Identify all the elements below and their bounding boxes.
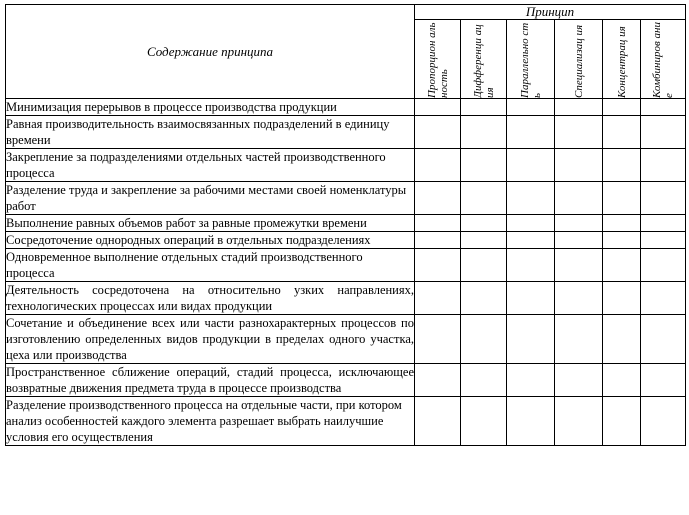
- answer-cell[interactable]: [415, 215, 461, 232]
- answer-cell[interactable]: [507, 364, 555, 397]
- content-header: Содержание принципа: [6, 5, 415, 99]
- answer-cell[interactable]: [507, 99, 555, 116]
- principle-label: Параллельно сть: [518, 22, 543, 98]
- table-row: [6, 397, 686, 446]
- principle-label: Комбиниров ание: [651, 22, 676, 98]
- answer-cell[interactable]: [603, 116, 641, 149]
- answer-cell[interactable]: [415, 282, 461, 315]
- table-row: [6, 232, 686, 249]
- answer-cell[interactable]: [507, 282, 555, 315]
- answer-cell[interactable]: [415, 149, 461, 182]
- answer-cell[interactable]: [555, 99, 603, 116]
- table-row: [6, 182, 686, 215]
- principle-description: Одновременное выполнение отдельных стадий производственного процесса: [6, 249, 415, 282]
- answer-cell[interactable]: [641, 397, 686, 446]
- answer-cell[interactable]: [603, 182, 641, 215]
- answer-cell[interactable]: [461, 397, 507, 446]
- answer-cell[interactable]: [461, 282, 507, 315]
- answer-cell[interactable]: [415, 315, 461, 364]
- answer-cell[interactable]: [641, 182, 686, 215]
- answer-cell[interactable]: [507, 116, 555, 149]
- principles-matching-table: [5, 4, 686, 446]
- table-row: [6, 149, 686, 182]
- answer-cell[interactable]: [555, 397, 603, 446]
- answer-cell[interactable]: [507, 249, 555, 282]
- answer-cell[interactable]: [641, 215, 686, 232]
- table-row: [6, 364, 686, 397]
- principle-description: Деятельность сосредоточена на относительно узких направлениях, технологических процессах или видах продукции: [6, 283, 414, 313]
- principle-description: Разделение труда и закрепление за рабочими местами своей номенклатуры работ: [6, 182, 415, 215]
- answer-cell[interactable]: [555, 249, 603, 282]
- answer-cell[interactable]: [415, 99, 461, 116]
- answer-cell[interactable]: [603, 232, 641, 249]
- principle-description: Равная производительность взаимосвязанных подразделений в единицу времени: [6, 116, 415, 149]
- answer-cell[interactable]: [507, 315, 555, 364]
- principle-column-header: [415, 20, 461, 99]
- answer-cell[interactable]: [415, 232, 461, 249]
- principle-description: Выполнение равных объемов работ за равные промежутки времени: [6, 215, 415, 232]
- table-row: [6, 215, 686, 232]
- answer-cell[interactable]: [461, 364, 507, 397]
- answer-cell[interactable]: [603, 99, 641, 116]
- answer-cell[interactable]: [555, 364, 603, 397]
- answer-cell[interactable]: [641, 99, 686, 116]
- answer-cell[interactable]: [603, 397, 641, 446]
- answer-cell[interactable]: [641, 149, 686, 182]
- answer-cell[interactable]: [641, 364, 686, 397]
- answer-cell[interactable]: [641, 232, 686, 249]
- answer-cell[interactable]: [415, 364, 461, 397]
- answer-cell[interactable]: [641, 315, 686, 364]
- answer-cell[interactable]: [555, 116, 603, 149]
- answer-cell[interactable]: [641, 249, 686, 282]
- answer-cell[interactable]: [507, 149, 555, 182]
- principle-header: Принцип: [415, 5, 686, 20]
- answer-cell[interactable]: [461, 149, 507, 182]
- answer-cell[interactable]: [461, 116, 507, 149]
- answer-cell[interactable]: [555, 149, 603, 182]
- answer-cell[interactable]: [461, 249, 507, 282]
- principle-label: Концентрац ия: [615, 26, 628, 98]
- principle-description: Сочетание и объединение всех или части разнохарактерных процессов по изготовлению определенных видов продукции в пределах одного участка, цеха или производства: [6, 316, 414, 362]
- answer-cell[interactable]: [555, 182, 603, 215]
- answer-cell[interactable]: [461, 232, 507, 249]
- principle-column-header: [555, 20, 603, 99]
- principle-description: Пространственное сближение операций, стадий процесса, исключающее возвратные движения предмета труда в процессе производства: [6, 365, 414, 395]
- answer-cell[interactable]: [603, 215, 641, 232]
- answer-cell[interactable]: [603, 282, 641, 315]
- answer-cell[interactable]: [603, 364, 641, 397]
- answer-cell[interactable]: [507, 182, 555, 215]
- answer-cell[interactable]: [415, 397, 461, 446]
- table-row: [6, 116, 686, 149]
- answer-cell[interactable]: [461, 215, 507, 232]
- principle-label: Дифференци ация: [471, 24, 496, 98]
- table-row: [6, 249, 686, 282]
- principle-label: Пропорцион альность: [425, 22, 450, 98]
- answer-cell[interactable]: [507, 397, 555, 446]
- principle-description: Разделение производственного процесса на отдельные части, при котором анализ особенностей каждого элемента разрешает выбрать наилучшие условия его осуществления: [6, 397, 415, 446]
- answer-cell[interactable]: [415, 249, 461, 282]
- answer-cell[interactable]: [603, 249, 641, 282]
- answer-cell[interactable]: [555, 232, 603, 249]
- answer-cell[interactable]: [603, 315, 641, 364]
- principle-column-header: [641, 20, 686, 99]
- principle-label: Специализац ия: [572, 24, 585, 98]
- answer-cell[interactable]: [415, 182, 461, 215]
- principle-column-header: [603, 20, 641, 99]
- answer-cell[interactable]: [415, 116, 461, 149]
- answer-cell[interactable]: [507, 215, 555, 232]
- principle-description: Закрепление за подразделениями отдельных частей производственного процесса: [6, 149, 415, 182]
- answer-cell[interactable]: [555, 215, 603, 232]
- table-row: [6, 282, 686, 315]
- table-row: [6, 315, 686, 364]
- principle-description: Минимизация перерывов в процессе производства продукции: [6, 99, 415, 116]
- principle-column-header: [461, 20, 507, 99]
- answer-cell[interactable]: [555, 282, 603, 315]
- principle-column-header: [507, 20, 555, 99]
- answer-cell[interactable]: [461, 99, 507, 116]
- answer-cell[interactable]: [603, 149, 641, 182]
- answer-cell[interactable]: [507, 232, 555, 249]
- header-row-top: [6, 5, 686, 20]
- principle-description: Сосредоточение однородных операций в отдельных подразделениях: [6, 232, 415, 249]
- answer-cell[interactable]: [641, 282, 686, 315]
- answer-cell[interactable]: [461, 182, 507, 215]
- answer-cell[interactable]: [461, 315, 507, 364]
- table-row: [6, 99, 686, 116]
- answer-cell[interactable]: [555, 315, 603, 364]
- answer-cell[interactable]: [641, 116, 686, 149]
